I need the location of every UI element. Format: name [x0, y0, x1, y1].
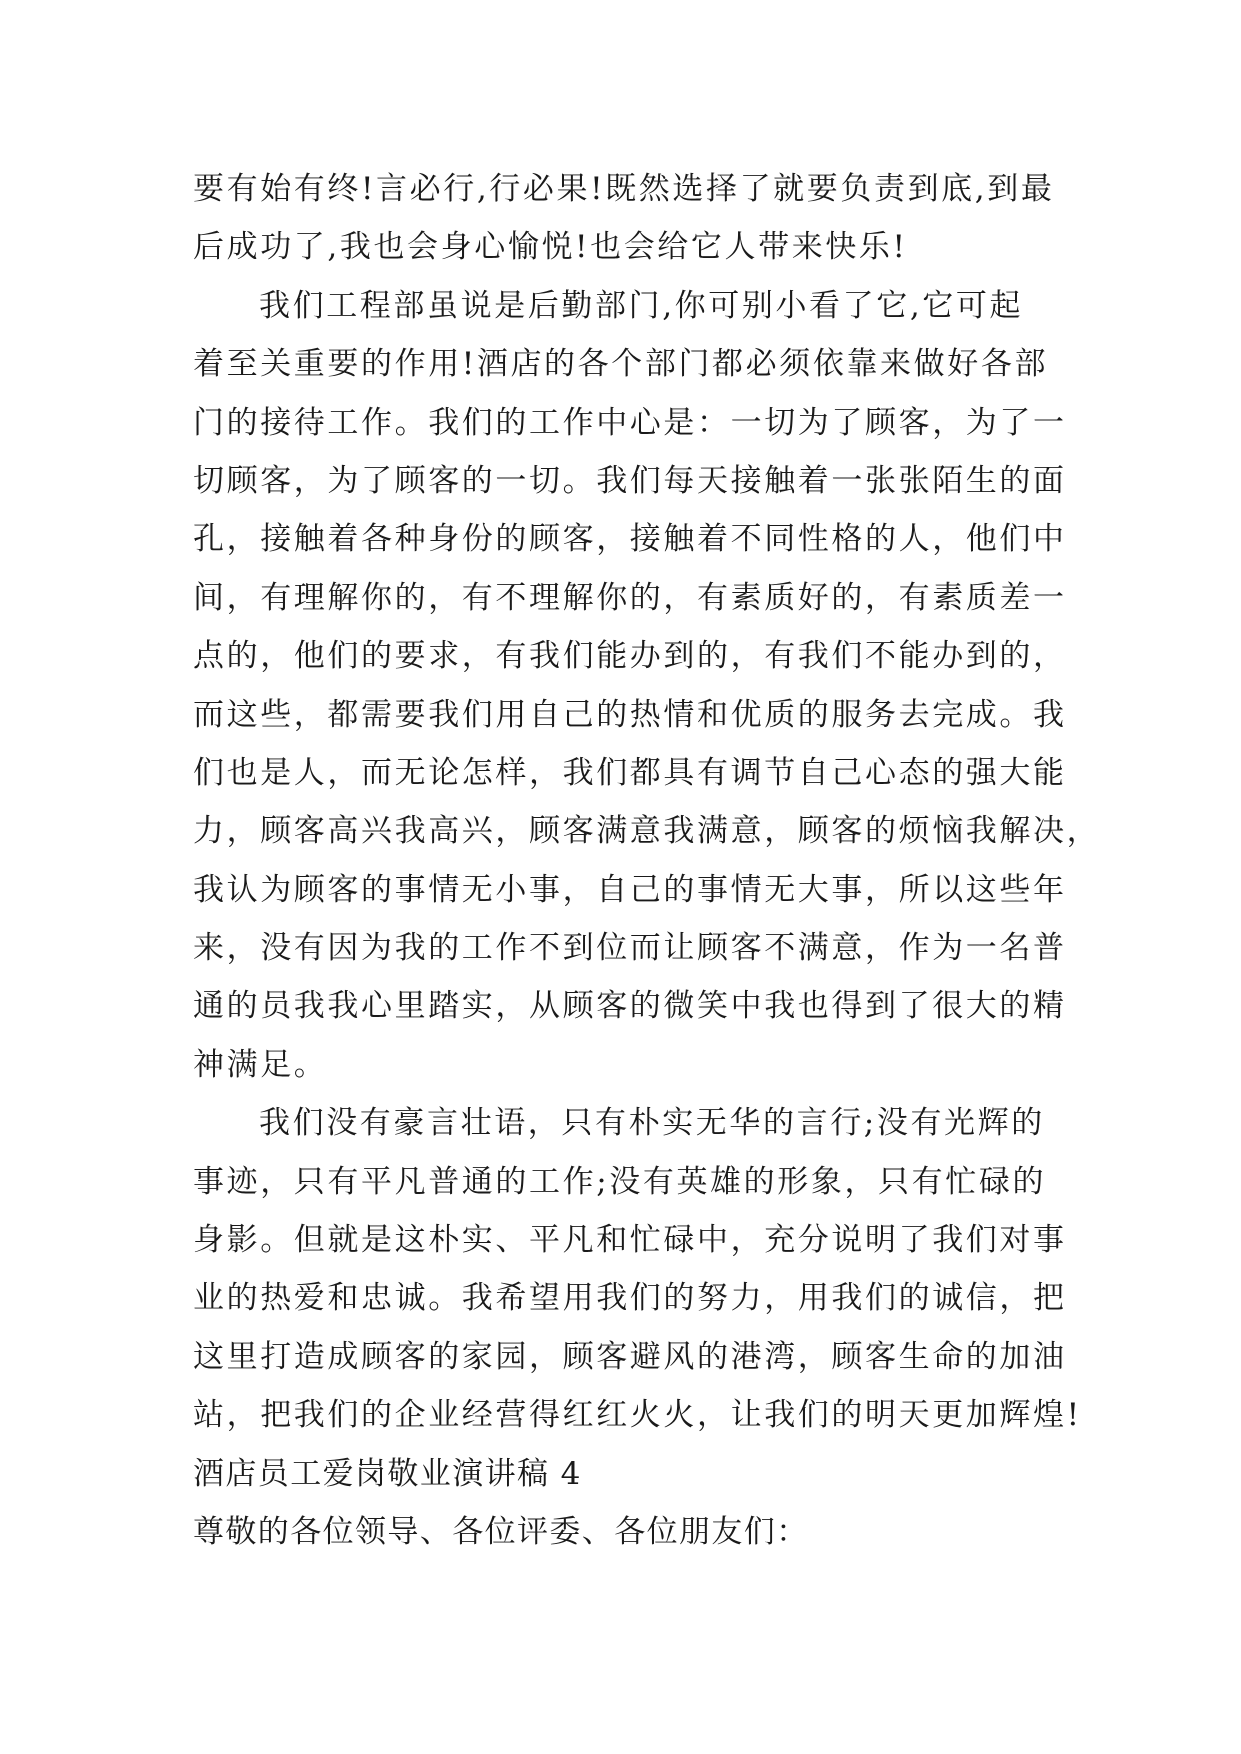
paragraph-line: 神满足。	[193, 1046, 328, 1083]
paragraph-line: 间，有理解你的，有不理解你的，有素质好的，有素质差一	[193, 579, 1067, 616]
paragraph-line: 后成功了,我也会身心愉悦!也会给它人带来快乐!	[193, 229, 908, 266]
paragraph-line: 门的接待工作。我们的工作中心是：一切为了顾客，为了一	[193, 404, 1067, 441]
paragraph-line: 通的员我我心里踏实，从顾客的微笑中我也得到了很大的精	[193, 988, 1067, 1025]
paragraph-line: 站，把我们的企业经营得红红火火，让我们的明天更加辉煌!	[193, 1397, 1082, 1434]
document-body	[193, 160, 1101, 1561]
paragraph-line: 这里打造成顾客的家园，顾客避风的港湾，顾客生命的加油	[193, 1338, 1067, 1375]
paragraph-line: 点的，他们的要求，有我们能办到的，有我们不能办到的，	[193, 638, 1067, 675]
paragraph-line: 事迹，只有平凡普通的工作;没有英雄的形象，只有忙碌的	[193, 1163, 1047, 1200]
paragraph-first-line: 我们没有豪言壮语，只有朴实无华的言行;没有光辉的	[259, 1105, 1045, 1142]
paragraph-line: 业的热爱和忠诚。我希望用我们的努力，用我们的诚信，把	[193, 1280, 1067, 1317]
paragraph-line: 孔，接触着各种身份的顾客，接触着不同性格的人，他们中	[193, 521, 1067, 558]
paragraph-line: 要有始有终!言必行,行必果!既然选择了就要负责到底,到最	[193, 171, 1055, 207]
section-title: 酒店员工爱岗敬业演讲稿 4	[193, 1455, 582, 1492]
paragraph-line: 着至关重要的作用!酒店的各个部门都必须依靠来做好各部	[193, 346, 1049, 383]
paragraph-line: 而这些，都需要我们用自己的热情和优质的服务去完成。我	[193, 696, 1067, 733]
paragraph-first-line: 我们工程部虽说是后勤部门,你可别小看了它,它可起	[259, 287, 1024, 324]
paragraph-line: 身影。但就是这朴实、平凡和忙碌中，充分说明了我们对事	[193, 1222, 1067, 1259]
salutation-line: 尊敬的各位领导、各位评委、各位朋友们：	[193, 1513, 809, 1550]
paragraph-line: 们也是人，而无论怎样，我们都具有调节自己心态的强大能	[193, 754, 1067, 791]
paragraph-line: 来，没有因为我的工作不到位而让顾客不满意，作为一名普	[193, 930, 1067, 967]
paragraph-line: 切顾客，为了顾客的一切。我们每天接触着一张张陌生的面	[193, 462, 1067, 499]
paragraph-line: 我认为顾客的事情无小事，自己的事情无大事，所以这些年	[193, 871, 1067, 908]
paragraph-line: 力，顾客高兴我高兴，顾客满意我满意，顾客的烦恼我解决，	[193, 813, 1101, 850]
